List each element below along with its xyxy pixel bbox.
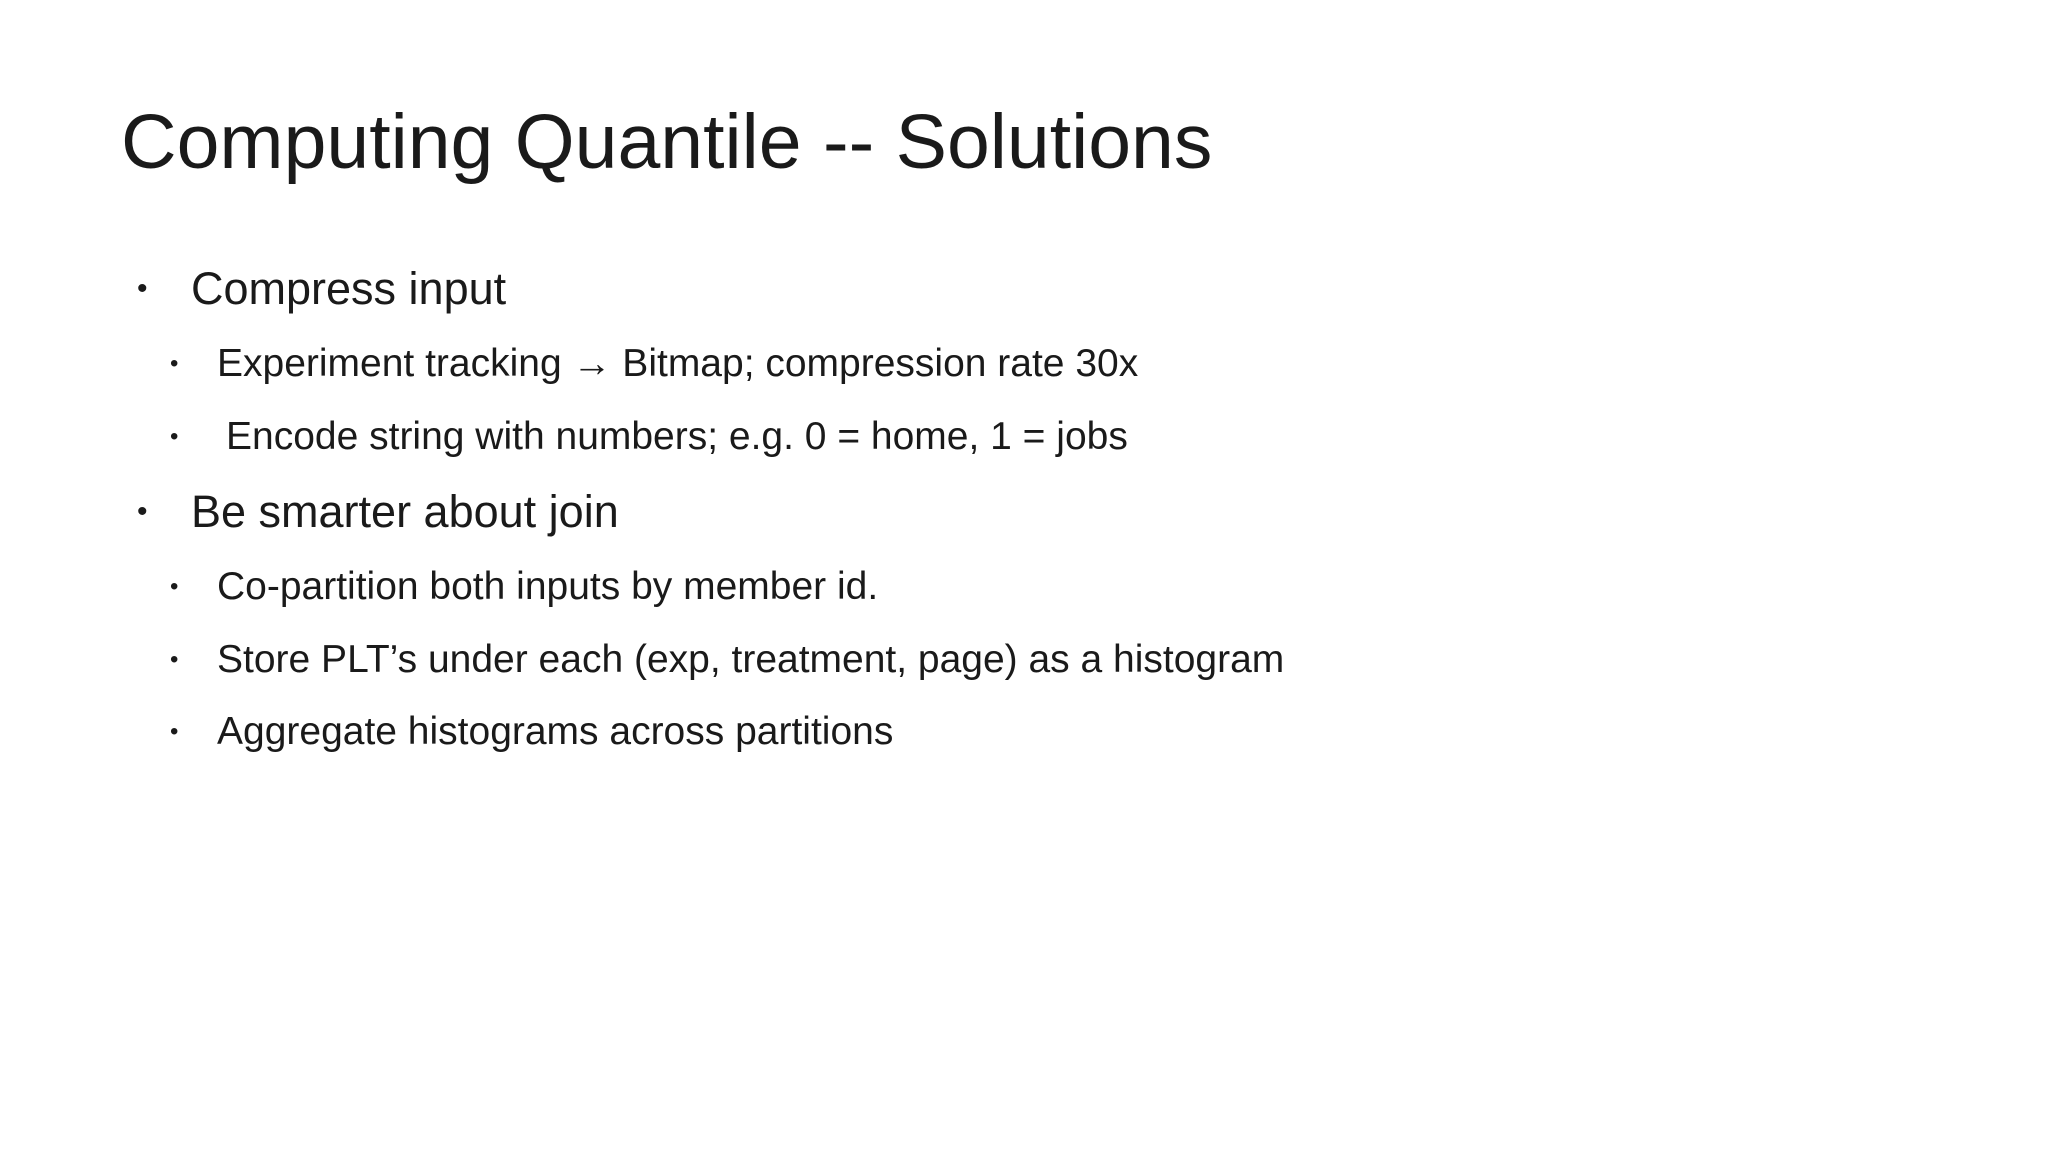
bullet-dot: • — [137, 272, 148, 305]
bullet-text: Aggregate histograms across partitions — [217, 710, 894, 753]
bullet-text: Co-partition both inputs by member id. — [217, 565, 879, 608]
bullet-dot: • — [170, 646, 179, 673]
bullet-dot: • — [170, 350, 179, 377]
bullet-text: Compress input — [191, 263, 507, 314]
bullet-dot: • — [137, 495, 148, 528]
bullet-text: Encode string with numbers; e.g. 0 = home, 1 = jobs — [226, 415, 1128, 458]
bullet-text: Be smarter about join — [191, 486, 619, 537]
bullet-dot: • — [170, 573, 179, 600]
bullet-dot: • — [170, 718, 179, 745]
bullet-text: Experiment tracking → Bitmap; compression rate 30x — [217, 342, 1139, 385]
bullet-text: Store PLT’s under each (exp, treatment, page) as a histogram — [217, 638, 1285, 681]
bullet-dot: • — [170, 423, 179, 450]
slide-title: Computing Quantile -- Solutions — [121, 99, 1213, 185]
